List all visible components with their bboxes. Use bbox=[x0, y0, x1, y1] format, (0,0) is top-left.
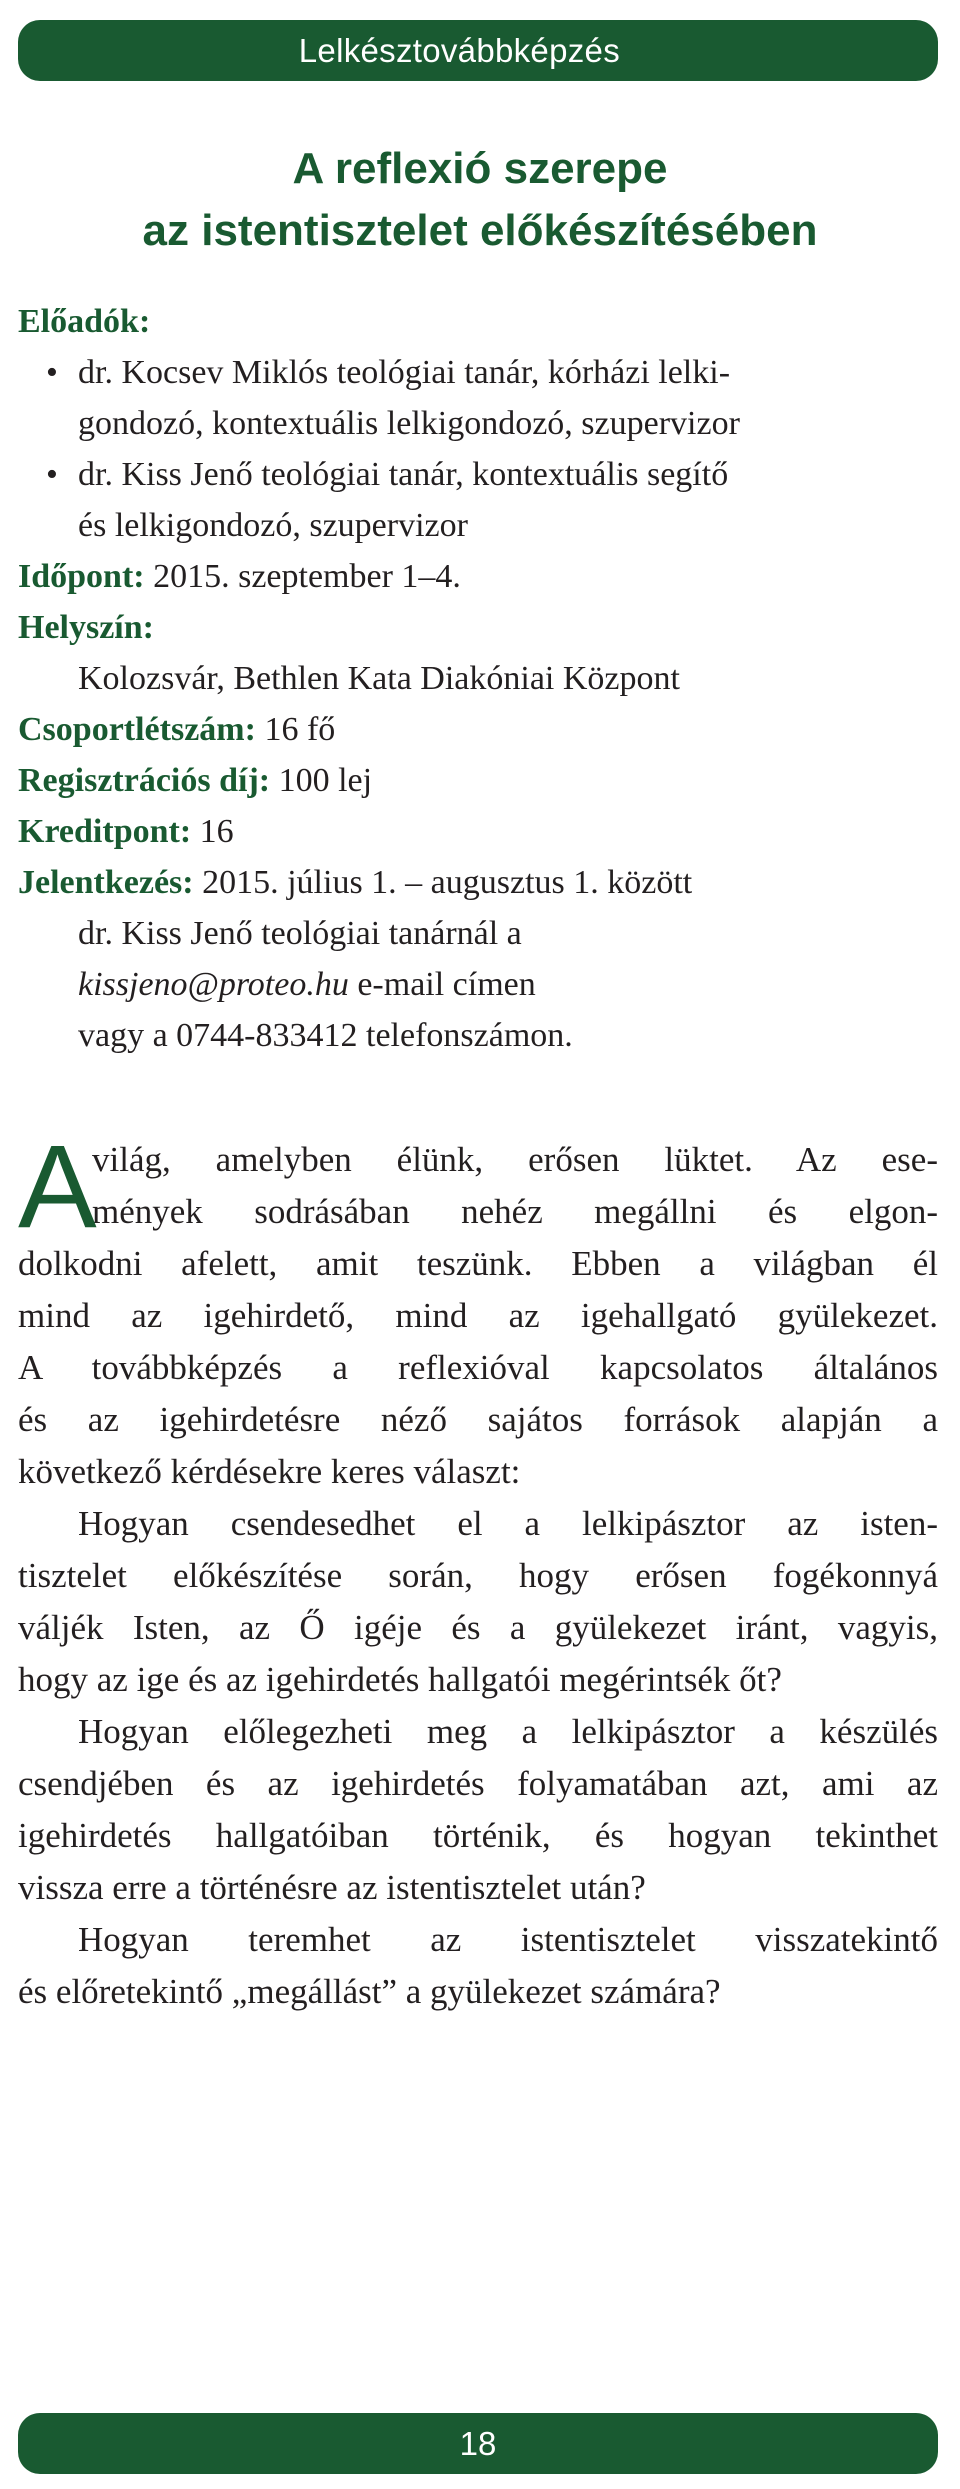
body-line: és az igehirdetésre néző sajátos források alapján a bbox=[18, 1400, 938, 1439]
group-size-label: Csoportlétszám: bbox=[18, 711, 256, 748]
body-line: világ, amelyben élünk, erősen lüktet. Az ese- bbox=[92, 1140, 938, 1179]
body-line: váljék Isten, az Ő igéje és a gyülekezet iránt, vagyis, bbox=[18, 1608, 938, 1647]
drop-cap: A bbox=[18, 1121, 97, 1253]
presenter-text: dr. Kiss Jenő teológiai tanár, kontextuális segítő bbox=[78, 456, 729, 493]
date-label: Időpont: bbox=[18, 558, 145, 595]
article-body bbox=[18, 1121, 938, 2018]
body-line: és előretekintő „megállást” a gyülekezet számára? bbox=[18, 1972, 721, 2011]
location-label: Helyszín: bbox=[18, 609, 154, 646]
footer-bar bbox=[18, 2413, 938, 2474]
article-title-line-2: az istentisztelet előkészítésében bbox=[142, 206, 818, 255]
presenter-text: dr. Kocsev Miklós teológiai tanár, kórházi lelki- bbox=[78, 354, 731, 391]
location-value: Kolozsvár, Bethlen Kata Diakóniai Központ bbox=[78, 660, 680, 697]
bullet-icon: • bbox=[46, 456, 58, 493]
body-line: vissza erre a történésre az istentisztelet után? bbox=[18, 1868, 646, 1907]
event-info bbox=[18, 296, 938, 1061]
bullet-icon: • bbox=[46, 354, 58, 391]
article-title-line-1: A reflexió szerepe bbox=[292, 144, 668, 193]
presenter-item bbox=[18, 449, 938, 500]
body-line: A továbbképzés a reflexióval kapcsolatos általános bbox=[18, 1348, 938, 1387]
credit-value: 16 bbox=[199, 813, 234, 850]
presenter-text-cont: és lelkigondozó, szupervizor bbox=[78, 507, 468, 544]
email-suffix: e-mail címen bbox=[357, 966, 536, 1003]
presenter-item bbox=[18, 347, 938, 398]
body-line: tisztelet előkészítése során, hogy erősen fogékonnyá bbox=[18, 1556, 938, 1595]
apply-contact: dr. Kiss Jenő teológiai tanárnál a bbox=[78, 915, 522, 952]
page-number: 18 bbox=[459, 2424, 497, 2462]
presenters-label: Előadók: bbox=[18, 303, 151, 340]
date-row bbox=[18, 551, 938, 602]
group-size-row bbox=[18, 704, 938, 755]
article-title bbox=[0, 138, 960, 262]
body-line: Hogyan előlegezheti meg a lelkipásztor a készülés bbox=[78, 1712, 938, 1751]
date-value: 2015. szeptember 1–4. bbox=[153, 558, 461, 595]
credit-row bbox=[18, 806, 938, 857]
apply-email-row bbox=[18, 959, 938, 1010]
section-header-title: Lelkésztovábbképzés bbox=[298, 31, 620, 69]
presenter-text-cont: gondozó, kontextuális lelkigondozó, szupervizor bbox=[78, 405, 740, 442]
body-line: következő kérdésekre keres választ: bbox=[18, 1452, 521, 1491]
body-line: igehirdetés hallgatóiban történik, és hogyan tekinthet bbox=[18, 1816, 938, 1855]
apply-row bbox=[18, 857, 938, 908]
body-line: Hogyan teremhet az istentisztelet visszatekintő bbox=[78, 1920, 938, 1959]
apply-label: Jelentkezés: bbox=[18, 864, 194, 901]
fee-label: Regisztrációs díj: bbox=[18, 762, 271, 799]
body-line: csendjében és az igehirdetés folyamatában azt, ami az bbox=[18, 1764, 938, 1803]
body-line: mind az igehirdető, mind az igehallgató gyülekezet. bbox=[18, 1296, 938, 1335]
body-line: dolkodni afelett, amit teszünk. Ebben a világban él bbox=[18, 1244, 938, 1283]
section-header-bar bbox=[18, 20, 938, 81]
fee-row bbox=[18, 755, 938, 806]
apply-value: 2015. július 1. – augusztus 1. között bbox=[202, 864, 693, 901]
email-link[interactable]: kissjeno@proteo.hu bbox=[78, 966, 349, 1003]
body-line: Hogyan csendesedhet el a lelkipásztor az isten- bbox=[78, 1504, 938, 1543]
group-size-value: 16 fő bbox=[264, 711, 336, 748]
apply-phone: vagy a 0744-833412 telefonszámon. bbox=[78, 1017, 573, 1054]
fee-value: 100 lej bbox=[278, 762, 373, 799]
body-line: hogy az ige és az igehirdetés hallgatói megérintsék őt? bbox=[18, 1660, 782, 1699]
credit-label: Kreditpont: bbox=[18, 813, 192, 850]
body-line: mények sodrásában nehéz megállni és elgon- bbox=[92, 1192, 938, 1231]
